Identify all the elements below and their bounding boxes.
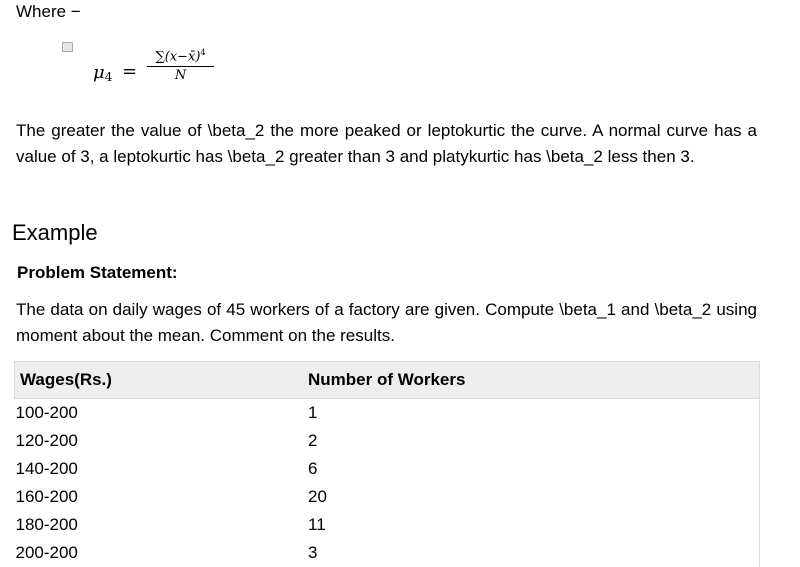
example-heading: Example [12, 220, 98, 245]
kurtosis-paragraph: The greater the value of \beta_2 the more peaked or leptokurtic the curve. A normal curve has a value of 3, a leptokurtic has \beta_2 greater than 3 and platykurtic has \beta_2 less then 3. [16, 121, 757, 166]
cell-workers: 6 [303, 455, 760, 483]
table-row [15, 399, 760, 428]
cell-workers: 11 [303, 511, 760, 539]
formula-numerator: ∑(x−x̄)$^4$ [155, 48, 206, 65]
column-header-wages: Wages(Rs.) [15, 362, 304, 399]
table-row [15, 483, 760, 511]
fraction-bar [147, 66, 214, 67]
cell-wages: 200-200 [15, 543, 78, 562]
broken-image-icon [62, 42, 73, 52]
cell-wages: 140-200 [15, 459, 78, 478]
cell-wages: 100-200 [15, 403, 78, 422]
column-header-workers: Number of Workers [303, 362, 760, 399]
problem-text: The data on daily wages of 45 workers of a factory are given. Compute \beta_1 and \beta_2 using moment about the mean. Comment on the results. [16, 300, 757, 345]
table-row [15, 511, 760, 539]
table-row [15, 455, 760, 483]
cell-workers: 1 [303, 399, 760, 428]
cell-workers: 20 [303, 483, 760, 511]
table-row [15, 539, 760, 567]
where-label: Where − [16, 2, 81, 21]
wages-table [14, 361, 760, 567]
cell-workers: 3 [303, 539, 760, 567]
cell-wages: 180-200 [15, 515, 78, 534]
formula-denominator: N [174, 68, 187, 84]
formula-fraction [147, 48, 214, 83]
cell-wages: 160-200 [15, 487, 78, 506]
formula-equals: = [122, 61, 138, 82]
table-header-row [15, 362, 760, 399]
problem-statement-heading: Problem Statement: [17, 263, 178, 282]
cell-workers: 2 [303, 427, 760, 455]
formula-lhs: μ4 [93, 62, 113, 84]
table-row [15, 427, 760, 455]
cell-wages: 120-200 [15, 431, 78, 450]
